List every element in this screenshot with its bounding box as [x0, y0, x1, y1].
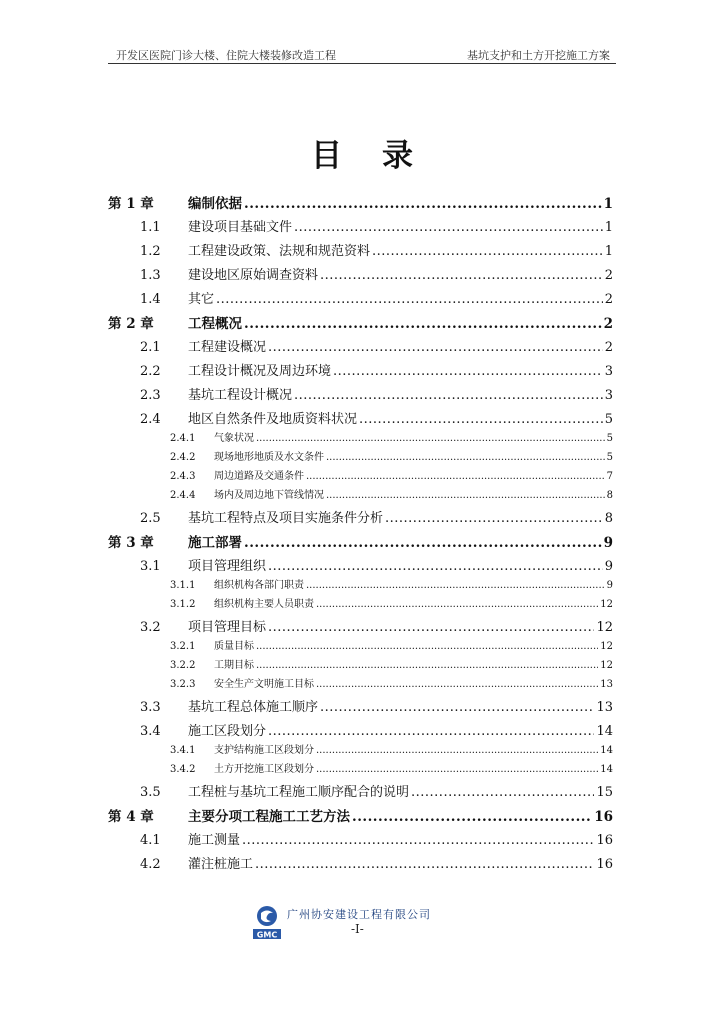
toc-entry-page: 12 [600, 660, 613, 671]
toc-entry-label: 施工区段划分 [188, 724, 267, 739]
toc-entry-number: 1.1 [140, 220, 161, 235]
toc-entry-page: 5 [604, 412, 613, 427]
toc-entry[interactable] [108, 408, 613, 427]
toc-entry-number: 3.1.2 [170, 599, 196, 610]
toc-entry[interactable] [108, 336, 613, 355]
toc-entry-label: 基坑工程总体施工顺序 [188, 700, 319, 715]
toc-entry-label: 工程建设概况 [188, 340, 267, 355]
toc-entry-number: 4.1 [140, 833, 161, 848]
toc-entry-label: 施工测量 [188, 833, 241, 848]
toc-entry-label: 基坑工程特点及项目实施条件分析 [188, 511, 384, 526]
toc-entry-label: 编制依据 [188, 196, 242, 212]
toc-entry-label: 建设项目基础文件 [188, 220, 293, 235]
toc-entry-page: 2 [603, 316, 613, 332]
toc-entry-label: 施工部署 [188, 535, 242, 551]
toc-entry-label: 质量目标 [214, 641, 254, 652]
toc-entry-number: 3.1 [140, 559, 161, 574]
toc-entry-page: 13 [596, 700, 613, 715]
toc-entry-number: 3.2 [140, 620, 161, 635]
toc-dot-leader [268, 559, 603, 574]
toc-entry-page: 16 [594, 809, 613, 825]
toc-dot-leader [244, 316, 602, 332]
toc-entry-page: 3 [604, 364, 613, 379]
toc-entry-page: 12 [600, 641, 613, 652]
toc-entry-number: 3.2.1 [170, 641, 196, 652]
toc-entry-label: 工程桩与基坑工程施工顺序配合的说明 [188, 785, 410, 800]
toc-entry[interactable] [108, 448, 613, 463]
toc-entry-label: 灌注桩施工 [188, 857, 254, 872]
toc-entry-page: 5 [606, 452, 613, 463]
toc-dot-leader [326, 490, 605, 501]
toc-entry-number: 2.1 [140, 340, 161, 355]
toc-dot-leader [359, 412, 603, 427]
toc-dot-leader [316, 745, 598, 756]
toc-entry[interactable] [108, 720, 613, 739]
toc-entry[interactable] [108, 240, 613, 259]
toc-dot-leader [316, 599, 598, 610]
toc-dot-leader [255, 857, 594, 872]
toc-entry-number: 1.2 [140, 244, 161, 259]
toc-entry-number: 2.5 [140, 511, 161, 526]
toc-entry-label: 工程概况 [188, 316, 242, 332]
toc-entry-number: 第 3 章 [108, 535, 154, 551]
toc-entry[interactable] [108, 486, 613, 501]
toc-entry-page: 12 [596, 620, 613, 635]
toc-dot-leader [256, 660, 598, 671]
toc-entry[interactable] [108, 429, 613, 444]
toc-dot-leader [411, 785, 594, 800]
toc-entry-label: 项目管理组织 [188, 559, 267, 574]
toc-entry-number: 1.4 [140, 292, 161, 307]
toc-dot-leader [320, 700, 594, 715]
toc-entry-label: 主要分项工程施工工艺方法 [188, 809, 350, 825]
toc-entry-number: 第 1 章 [108, 196, 154, 212]
toc-entry-label: 建设地区原始调查资料 [188, 268, 319, 283]
toc-entry[interactable] [108, 264, 613, 283]
toc-entry-number: 3.4.1 [170, 745, 196, 756]
toc-entry-page: 16 [596, 833, 613, 848]
toc-entry-label: 工程设计概况及周边环境 [188, 364, 332, 379]
toc-dot-leader [294, 388, 603, 403]
toc-entry[interactable] [108, 507, 613, 526]
toc-entry-number: 2.4.2 [170, 452, 196, 463]
toc-entry-page: 9 [603, 535, 613, 551]
toc-entry[interactable] [108, 696, 613, 715]
toc-entry-page: 7 [606, 471, 613, 482]
toc-entry-number: 2.4.4 [170, 490, 196, 501]
toc-entry-number: 4.2 [140, 857, 161, 872]
toc-entry-page: 13 [600, 679, 613, 690]
toc-dot-leader [372, 244, 603, 259]
toc-dot-leader [316, 764, 598, 775]
toc-entry[interactable] [108, 741, 613, 756]
toc-entry-page: 5 [606, 433, 613, 444]
toc-dot-leader [216, 292, 603, 307]
toc-entry-number: 3.2.3 [170, 679, 196, 690]
toc-entry-number: 第 2 章 [108, 316, 154, 332]
toc-entry[interactable] [108, 595, 613, 610]
toc-entry-label: 工期目标 [214, 660, 254, 671]
toc-entry[interactable] [108, 616, 613, 635]
toc-entry-label: 气象状况 [214, 433, 254, 444]
toc-entry-number: 3.1.1 [170, 580, 196, 591]
toc-entry-page: 9 [606, 580, 613, 591]
toc-dot-leader [244, 535, 602, 551]
logo-text: GMC [256, 930, 278, 940]
toc-dot-leader [385, 511, 603, 526]
toc-entry-number: 1.3 [140, 268, 161, 283]
toc-entry-page: 2 [604, 340, 613, 355]
toc-entry-label: 安全生产文明施工目标 [214, 679, 314, 690]
toc-entry[interactable] [108, 288, 613, 307]
toc-entry[interactable] [108, 467, 613, 482]
toc-entry-label: 周边道路及交通条件 [214, 471, 304, 482]
toc-entry-page: 16 [596, 857, 613, 872]
toc-entry-page: 14 [600, 745, 613, 756]
toc-entry[interactable] [108, 192, 613, 212]
toc-entry-number: 2.4 [140, 412, 161, 427]
toc-entry-number: 第 4 章 [108, 809, 154, 825]
page-title: 目录 [311, 138, 453, 174]
page-number: -I- [351, 922, 364, 936]
toc-dot-leader [352, 809, 592, 825]
toc-entry[interactable] [108, 781, 613, 800]
toc-entry[interactable] [108, 576, 613, 591]
page-header [108, 44, 616, 64]
toc-entry-page: 8 [606, 490, 613, 501]
toc-entry-label: 地区自然条件及地质资料状况 [188, 412, 358, 427]
toc-entry[interactable] [108, 829, 613, 848]
company-logo-icon [251, 904, 283, 940]
toc-entry[interactable] [108, 760, 613, 775]
toc-entry-number: 3.4.2 [170, 764, 196, 775]
toc-entry[interactable] [108, 360, 613, 379]
toc-entry-number: 2.2 [140, 364, 161, 379]
toc-entry[interactable] [108, 853, 613, 872]
toc-entry-page: 12 [600, 599, 613, 610]
toc-entry[interactable] [108, 555, 613, 574]
toc-dot-leader [326, 452, 605, 463]
toc-dot-leader [256, 433, 605, 444]
toc-entry[interactable] [108, 384, 613, 403]
toc-dot-leader [306, 580, 605, 591]
toc-entry[interactable] [108, 312, 613, 332]
toc-entry-page: 14 [600, 764, 613, 775]
toc-entry-label: 工程建设政策、法规和规范资料 [188, 244, 371, 259]
toc-entry-page: 3 [604, 388, 613, 403]
toc-entry[interactable] [108, 675, 613, 690]
toc-dot-leader [244, 196, 602, 212]
toc-dot-leader [316, 679, 598, 690]
toc-entry-number: 3.4 [140, 724, 161, 739]
toc-entry-page: 8 [604, 511, 613, 526]
page-footer [251, 904, 471, 944]
toc-dot-leader [268, 340, 603, 355]
toc-dot-leader [306, 471, 605, 482]
toc-entry-number: 3.2.2 [170, 660, 196, 671]
toc-entry-number: 3.3 [140, 700, 161, 715]
toc-entry-page: 1 [603, 196, 613, 212]
toc-entry-page: 2 [604, 268, 613, 283]
toc-entry[interactable] [108, 805, 613, 825]
toc-entry-page: 9 [604, 559, 613, 574]
company-name: 广州协安建设工程有限公司 [287, 908, 431, 921]
toc-entry[interactable] [108, 637, 613, 652]
toc-entry-number: 2.3 [140, 388, 161, 403]
toc-dot-leader [256, 641, 598, 652]
header-document-title: 基坑支护和土方开挖施工方案 [467, 49, 610, 62]
toc-dot-leader [268, 724, 594, 739]
toc-entry[interactable] [108, 656, 613, 671]
toc-entry-label: 支护结构施工区段划分 [214, 745, 314, 756]
toc-entry-number: 3.5 [140, 785, 161, 800]
toc-entry-label: 现场地形地质及水文条件 [214, 452, 324, 463]
toc-entry-label: 其它 [188, 292, 215, 307]
toc-entry-page: 15 [596, 785, 613, 800]
toc-entry-label: 组织机构各部门职责 [214, 580, 304, 591]
toc-dot-leader [242, 833, 594, 848]
toc-dot-leader [333, 364, 603, 379]
toc-entry-label: 基坑工程设计概况 [188, 388, 293, 403]
toc-entry-number: 2.4.3 [170, 471, 196, 482]
toc-dot-leader [294, 220, 603, 235]
toc-entry[interactable] [108, 216, 613, 235]
header-project-name: 开发区医院门诊大楼、住院大楼装修改造工程 [116, 49, 336, 62]
toc-entry-label: 组织机构主要人员职责 [214, 599, 314, 610]
toc-dot-leader [320, 268, 603, 283]
toc-entry-label: 土方开挖施工区段划分 [214, 764, 314, 775]
toc-dot-leader [268, 620, 594, 635]
toc-entry-page: 2 [604, 292, 613, 307]
toc-entry-page: 1 [604, 220, 613, 235]
toc-entry-number: 2.4.1 [170, 433, 196, 444]
toc-entry-page: 14 [596, 724, 613, 739]
toc-entry-label: 场内及周边地下管线情况 [214, 490, 324, 501]
toc-entry-page: 1 [604, 244, 613, 259]
toc-entry[interactable] [108, 531, 613, 551]
toc-entry-label: 项目管理目标 [188, 620, 267, 635]
